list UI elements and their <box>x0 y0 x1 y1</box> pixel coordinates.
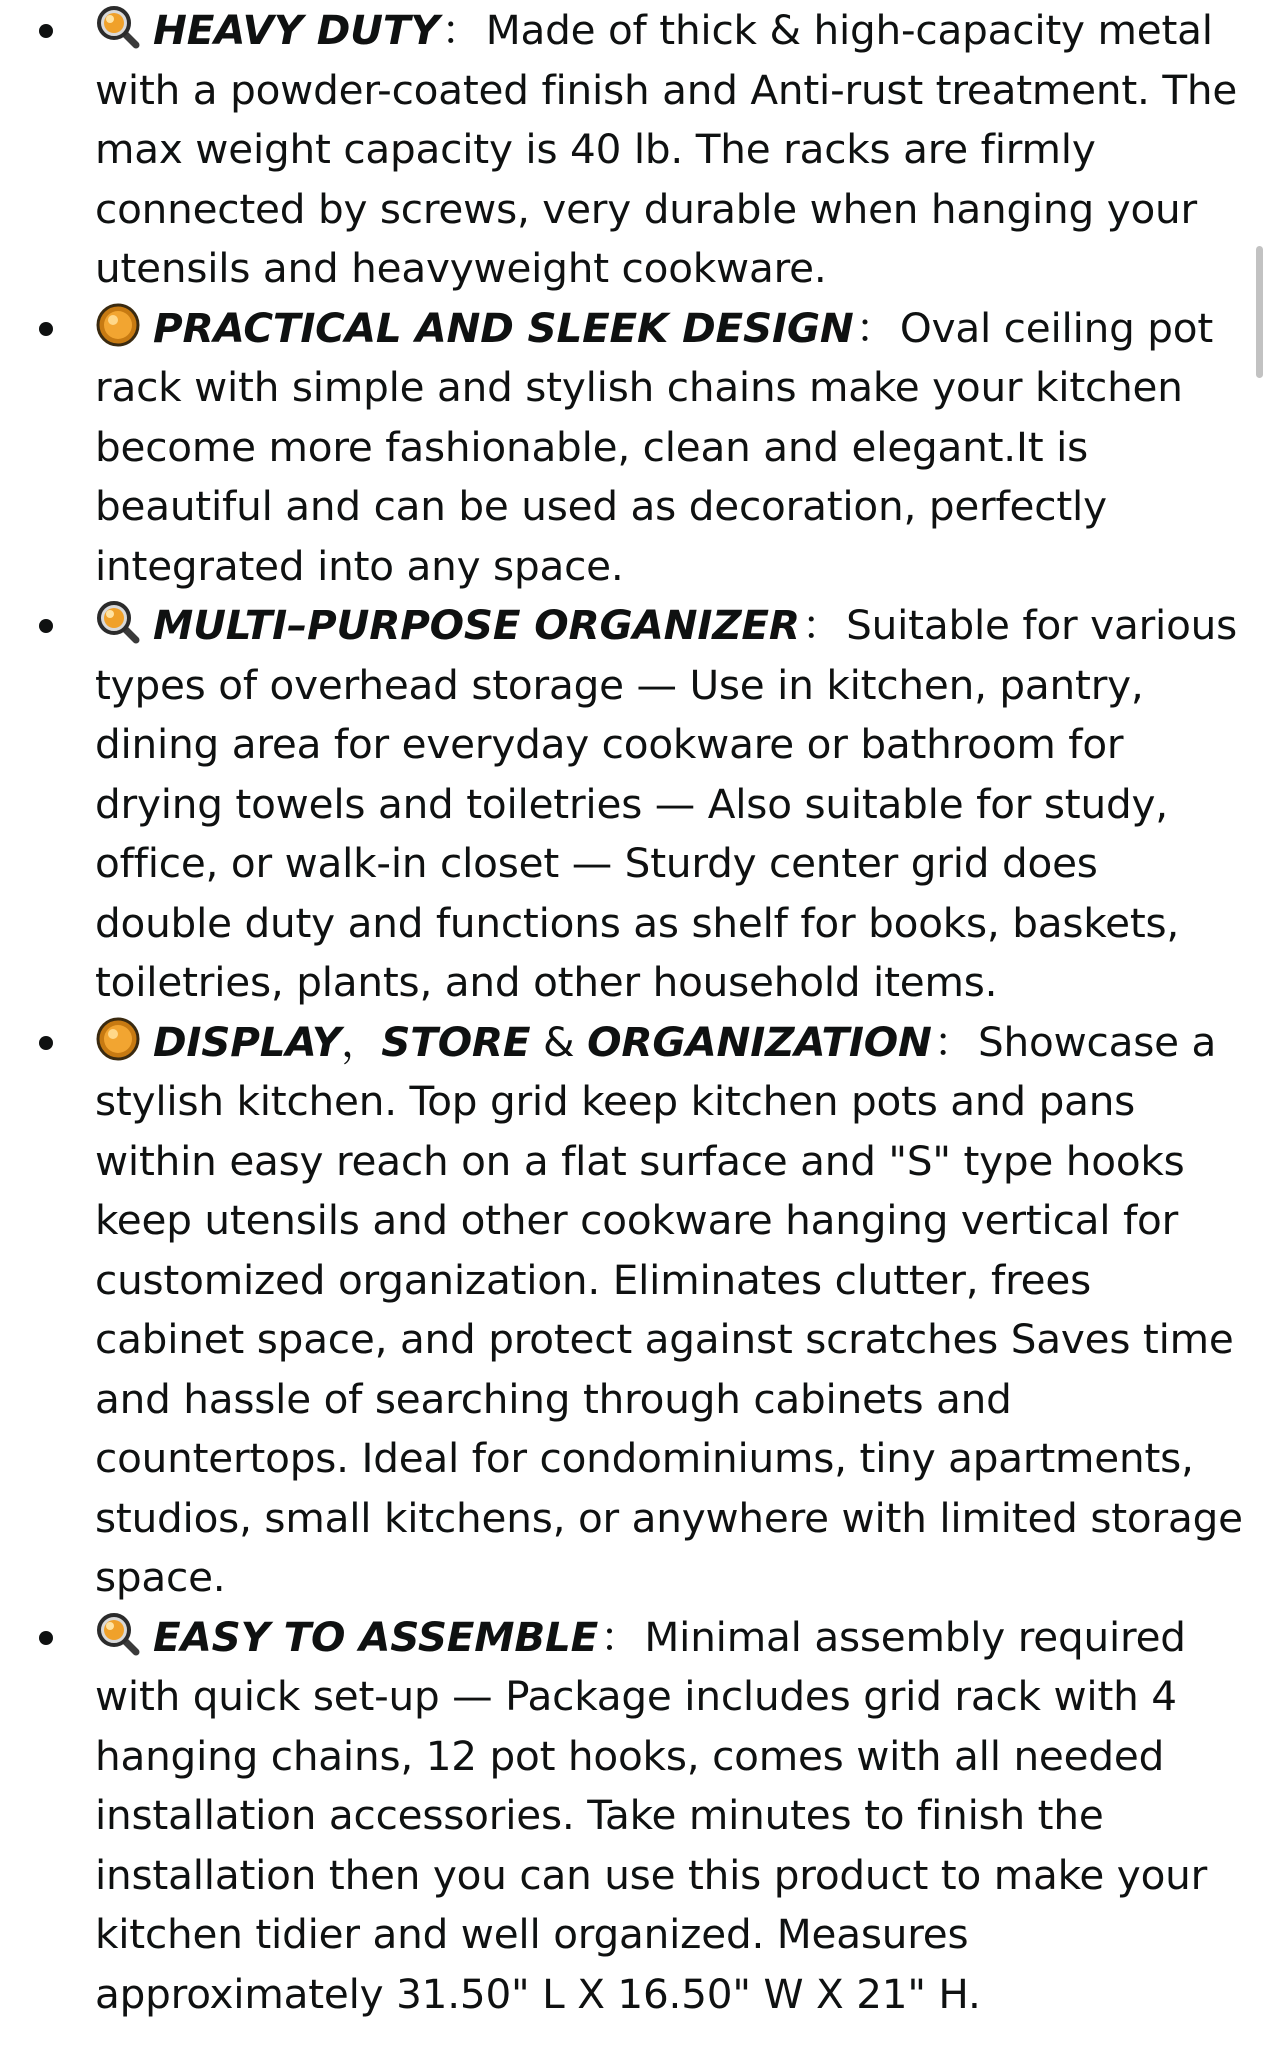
feature-heading-part: ， <box>340 1017 382 1066</box>
heading-colon: ： <box>933 1017 975 1066</box>
feature-bullet-multi-purpose <box>95 596 1245 1013</box>
gold-coin-icon <box>95 1016 141 1062</box>
feature-bullet-practical-design <box>95 299 1245 597</box>
scrollbar-thumb[interactable] <box>1256 246 1263 378</box>
bullet-dot <box>39 322 53 336</box>
feature-heading: PRACTICAL AND SLEEK DESIGN <box>153 303 854 352</box>
feature-bullet-list <box>95 1 1245 2024</box>
feature-text: Suitable for various types of overhead storage — Use in kitchen, pantry, dining area for everyday cookware or bathroom for drying towels and toiletries — Also suitable for study, office, or walk-in closet — Sturdy center grid does double duty and functions as shelf for books, baskets, toiletries, plants, and other household items. <box>95 601 1238 1006</box>
bullet-dot <box>39 1631 53 1645</box>
bullet-dot <box>39 1036 53 1050</box>
feature-text: Made of thick & high-capacity metal with a powder-coated finish and Anti-rust treatment. The max weight capacity is 40 lb. The racks are firmly connected by screws, very durable when hanging your utensils and heavyweight cookware. <box>95 6 1238 292</box>
feature-text: Oval ceiling pot rack with simple and stylish chains make your kitchen become more fashionable, clean and elegant.It is beautiful and can be used as decoration, perfectly integrated into any space. <box>95 303 1214 590</box>
magnifier-icon <box>95 599 141 645</box>
heading-colon: ： <box>801 601 843 649</box>
feature-heading: EASY TO ASSEMBLE <box>153 1612 599 1661</box>
feature-heading-part: & <box>530 1017 588 1066</box>
feature-bullet-easy-assemble <box>95 1608 1245 2025</box>
feature-heading: MULTI–PURPOSE ORGANIZER <box>153 601 800 649</box>
feature-text: Showcase a stylish kitchen. Top grid keep kitchen pots and pans within easy reach on a flat surface and "S" type hooks keep utensils and other cookware hanging vertical for customized organization. Eliminates clutter, frees cabinet space, and protect against scratches Saves time and hassle of searching through cabinets and countertops. Ideal for condominiums, tiny apartments, studios, small kitchens, or anywhere with limited storage space. <box>95 1017 1243 1601</box>
feature-text: Minimal assembly required with quick set-up — Package includes grid rack with 4 hanging chains, 12 pot hooks, comes with all needed installation accessories. Take minutes to finish the installation then you can use this product to make your kitchen tidier and well organized. Measures approximately 31.50" L X 16.50" W X 21" H. <box>95 1612 1208 2018</box>
heading-colon: ： <box>855 303 896 352</box>
bullet-dot <box>39 619 53 633</box>
heading-colon: ： <box>600 1612 641 1661</box>
feature-heading-part: STORE <box>381 1017 531 1066</box>
feature-heading-part: ORGANIZATION <box>587 1017 932 1066</box>
feature-heading-part: DISPLAY <box>153 1017 341 1066</box>
magnifier-icon <box>95 1611 141 1657</box>
magnifier-icon <box>95 4 141 50</box>
feature-bullet-display-store <box>95 1013 1245 1608</box>
gold-coin-icon <box>95 302 141 348</box>
heading-colon: ： <box>441 6 482 54</box>
feature-heading: HEAVY DUTY <box>153 6 440 54</box>
feature-bullet-heavy-duty <box>95 1 1245 299</box>
bullet-dot <box>39 24 53 38</box>
